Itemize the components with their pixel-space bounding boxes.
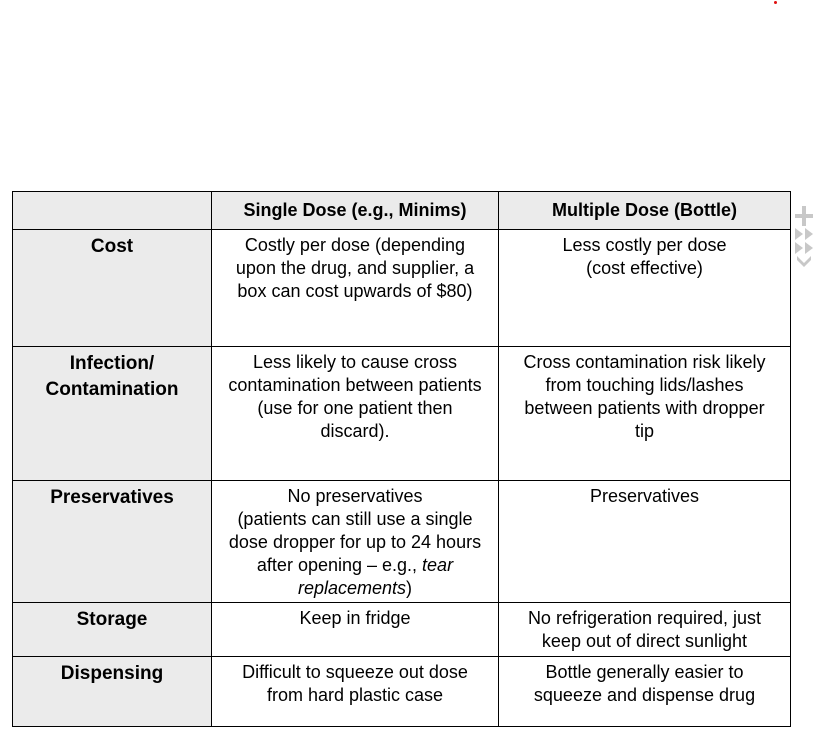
cell-text-line: (patients can still use a single (237, 509, 473, 529)
table-row-infection (13, 347, 791, 481)
row-label-storage: Storage (13, 603, 212, 657)
cell-text-line (220, 554, 490, 577)
cell-text-line: squeeze and dispense drug (533, 685, 756, 705)
cell-text-line: between patients with dropper (524, 398, 765, 418)
cell-preservatives-single (212, 481, 499, 603)
header-single-dose: Single Dose (e.g., Minims) (212, 192, 499, 230)
cell-infection-single (212, 347, 499, 481)
cell-text-line: Less likely to cause cross (252, 352, 458, 372)
row-label-line: Infection/ (69, 353, 155, 374)
cell-text-plain: after opening – e.g., (256, 555, 423, 575)
cell-storage-single (212, 603, 499, 657)
table-header-row (13, 192, 791, 230)
cell-text-line: keep out of direct sunlight (541, 631, 748, 651)
cell-text-italic: tear (422, 555, 454, 575)
cell-text-line: Preservatives (589, 486, 700, 506)
cell-storage-multiple (499, 603, 791, 657)
cell-text-line: Cross contamination risk likely (523, 352, 766, 372)
row-label-cost: Cost (13, 230, 212, 347)
table-row-dispensing (13, 657, 791, 727)
table-row-storage (13, 603, 791, 657)
cell-dispensing-single (212, 657, 499, 727)
row-label-dispensing: Dispensing (13, 657, 212, 727)
cell-text-line: (cost effective) (586, 258, 703, 278)
cell-text-line: from hard plastic case (266, 685, 444, 705)
row-label-line: Contamination (45, 379, 179, 400)
cell-infection-multiple (499, 347, 791, 481)
cell-text-line: from touching lids/lashes (545, 375, 744, 395)
cell-text-line: (use for one patient then (257, 398, 453, 418)
cell-cost-single (212, 230, 499, 347)
row-label-infection (13, 347, 212, 481)
cell-text-line: tip (634, 421, 654, 441)
comparison-table (12, 191, 791, 727)
cell-text-italic: replacements (297, 578, 407, 598)
cell-text-line: dose dropper for up to 24 hours (228, 532, 482, 552)
cell-text-line: No refrigeration required, just (527, 608, 762, 628)
cell-text-line: discard). (320, 421, 390, 441)
red-dot-mark (774, 1, 777, 4)
cell-text-plain: ) (406, 578, 413, 598)
cell-text-line: Bottle generally easier to (545, 662, 744, 682)
cell-text-line (220, 577, 490, 600)
row-label-preservatives: Preservatives (13, 481, 212, 603)
table-row-cost (13, 230, 791, 347)
cell-dispensing-multiple (499, 657, 791, 727)
cell-text-line: Costly per dose (depending (244, 235, 466, 255)
cell-text-line: No preservatives (287, 486, 423, 506)
cell-text-line: contamination between patients (228, 375, 482, 395)
watermark-logo-icon (791, 206, 817, 270)
cell-text-line: Less costly per dose (562, 235, 727, 255)
cell-cost-multiple (499, 230, 791, 347)
cell-text-line: Difficult to squeeze out dose (242, 662, 468, 682)
cell-text-line: upon the drug, and supplier, a (235, 258, 475, 278)
cell-preservatives-multiple (499, 481, 791, 603)
table-row-preservatives (13, 481, 791, 603)
cell-text-line: Keep in fridge (299, 608, 411, 628)
header-corner-cell (13, 192, 212, 230)
header-multiple-dose: Multiple Dose (Bottle) (499, 192, 791, 230)
cell-text-line: box can cost upwards of $80) (237, 281, 473, 301)
